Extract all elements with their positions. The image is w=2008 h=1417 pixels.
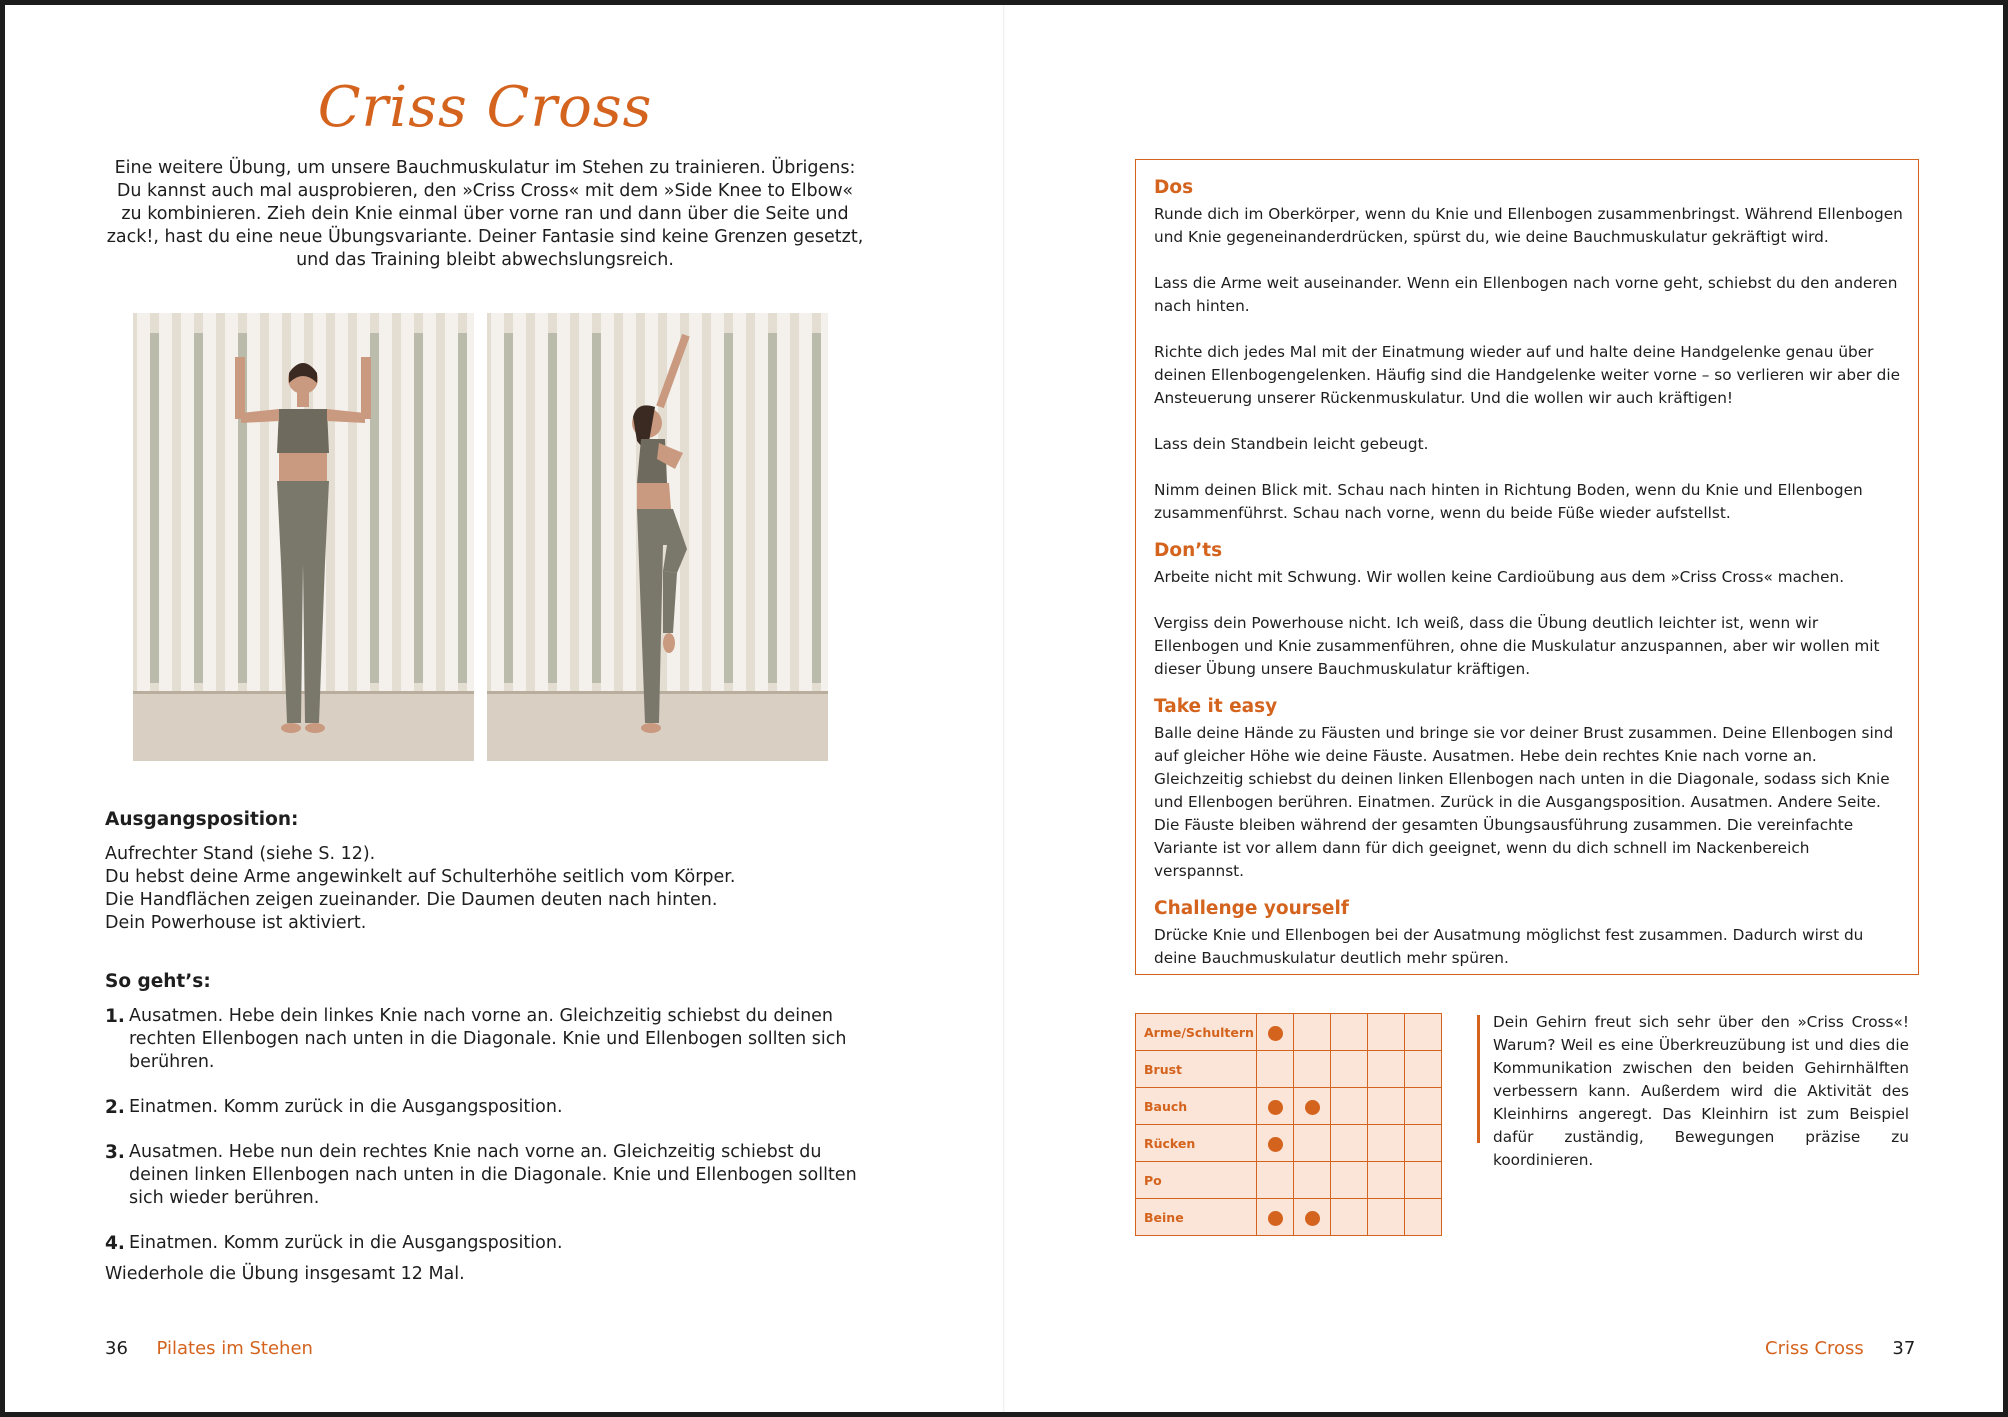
- start-line: Die Handflächen zeigen zueinander. Die Daumen deuten nach hinten.: [105, 890, 718, 910]
- intensity-cell: [1368, 1199, 1405, 1236]
- challenge-heading: Challenge yourself: [1154, 898, 1349, 919]
- intensity-dot: [1305, 1100, 1320, 1115]
- challenge-text: Drücke Knie und Ellenbogen bei der Ausatmung möglichst fest zusammen. Dadurch wirst du deine Bauchmuskulatur deutlich mehr spüren.: [1154, 926, 1864, 967]
- intensity-cell: [1331, 1199, 1368, 1236]
- step-text: Einatmen. Komm zurück in die Ausgangsposition.: [129, 1097, 563, 1117]
- donts-heading: Don’ts: [1154, 540, 1223, 561]
- muscle-label: Po: [1136, 1162, 1257, 1199]
- intensity-cell: [1257, 1014, 1294, 1051]
- page-gutter: [1003, 5, 1005, 1412]
- step-item: [105, 1141, 885, 1210]
- intensity-cell: [1257, 1162, 1294, 1199]
- book-spread: [5, 5, 2003, 1412]
- intensity-cell: [1294, 1199, 1331, 1236]
- step-number: 3.: [105, 1142, 125, 1163]
- tips-box: [1135, 159, 1919, 975]
- repeat-note: Wiederhole die Übung insgesamt 12 Mal.: [105, 1264, 465, 1284]
- steps-list: [105, 1005, 885, 1277]
- muscle-row: [1136, 1051, 1442, 1088]
- muscle-label: Bauch: [1136, 1088, 1257, 1125]
- intensity-cell: [1405, 1014, 1442, 1051]
- step-item: [105, 1232, 885, 1255]
- intensity-dot: [1268, 1211, 1283, 1226]
- brain-note: Dein Gehirn freut sich sehr über den »Criss Cross«! Warum? Weil es eine Überkreuzübung ist und dies die Kommunikation zwischen den beiden Gehirnhälften verbessern kann. Außerdem wird die Aktivität des Kleinhirns angeregt. Das Kleinhirn ist zum Beispiel dafür zuständig, Bewegungen präzise zu koordinieren.: [1493, 1013, 1909, 1169]
- step-text: Ausatmen. Hebe dein linkes Knie nach vorne an. Gleichzeitig schiebst du deinen rechten Ellenbogen nach unten in die Diagonale. Knie und Ellenbogen sollten sich berühren.: [129, 1006, 847, 1072]
- step-number: 1.: [105, 1006, 125, 1027]
- intensity-cell: [1331, 1088, 1368, 1125]
- start-position-text: [105, 843, 845, 935]
- steps-heading: So geht’s:: [105, 971, 211, 992]
- muscle-row: [1136, 1199, 1442, 1236]
- exercise-title: Criss Cross: [317, 75, 653, 140]
- intensity-cell: [1405, 1125, 1442, 1162]
- footer-left: [105, 1338, 313, 1359]
- step-number: 2.: [105, 1097, 125, 1118]
- intensity-cell: [1368, 1088, 1405, 1125]
- take-it-easy-heading: Take it easy: [1154, 696, 1278, 717]
- running-head-left: Pilates im Stehen: [156, 1338, 313, 1359]
- dos-item: Nimm deinen Blick mit. Schau nach hinten in Richtung Boden, wenn du Knie und Ellenbogen zusammenführst. Schau nach vorne, wenn du beide Füße wieder aufstellst.: [1154, 481, 1863, 522]
- muscle-label: Rücken: [1136, 1125, 1257, 1162]
- intensity-cell: [1294, 1051, 1331, 1088]
- running-head-right: Criss Cross: [1765, 1338, 1864, 1359]
- intensity-cell: [1257, 1199, 1294, 1236]
- muscle-label: Beine: [1136, 1199, 1257, 1236]
- footer-right: [1765, 1338, 1915, 1359]
- intensity-cell: [1405, 1162, 1442, 1199]
- muscle-intensity-table: [1135, 1013, 1442, 1236]
- intensity-cell: [1331, 1051, 1368, 1088]
- intensity-cell: [1257, 1051, 1294, 1088]
- intensity-cell: [1405, 1051, 1442, 1088]
- intensity-dot: [1268, 1100, 1283, 1115]
- page-number-left: 36: [105, 1338, 128, 1359]
- intensity-cell: [1368, 1014, 1405, 1051]
- intensity-cell: [1294, 1088, 1331, 1125]
- start-line: Dein Powerhouse ist aktiviert.: [105, 913, 367, 933]
- dos-item: Lass die Arme weit auseinander. Wenn ein Ellenbogen nach vorne geht, schiebst du den anderen nach hinten.: [1154, 274, 1898, 315]
- intensity-cell: [1331, 1162, 1368, 1199]
- intensity-dot: [1305, 1211, 1320, 1226]
- intensity-cell: [1368, 1125, 1405, 1162]
- step-item: [105, 1096, 885, 1119]
- intensity-cell: [1257, 1125, 1294, 1162]
- start-line: Du hebst deine Arme angewinkelt auf Schulterhöhe seitlich vom Körper.: [105, 867, 736, 887]
- donts-item: Arbeite nicht mit Schwung. Wir wollen keine Cardioübung aus dem »Criss Cross« machen.: [1154, 568, 1845, 586]
- intensity-cell: [1368, 1051, 1405, 1088]
- intensity-cell: [1331, 1014, 1368, 1051]
- intensity-dot: [1268, 1026, 1283, 1041]
- step-item: [105, 1005, 885, 1074]
- intensity-cell: [1368, 1162, 1405, 1199]
- start-line: Aufrechter Stand (siehe S. 12).: [105, 844, 376, 864]
- muscle-row: [1136, 1088, 1442, 1125]
- intensity-cell: [1294, 1162, 1331, 1199]
- intensity-cell: [1405, 1088, 1442, 1125]
- dos-item: Richte dich jedes Mal mit der Einatmung wieder auf und halte deine Handgelenke genau über deinen Ellenbogengelenken. Häufig sind die Handgelenke weiter vorne – so verlieren wir aber die Ansteuerung unserer Rückenmuskulatur. Und die wollen wir auch kräftigen!: [1154, 343, 1901, 407]
- step-text: Ausatmen. Hebe nun dein rechtes Knie nach vorne an. Gleichzeitig schiebst du deinen linken Ellenbogen nach unten in die Diagonale. Knie und Ellenbogen sollten sich wieder berühren.: [129, 1142, 857, 1208]
- page-number-right: 37: [1892, 1338, 1916, 1359]
- step-number: 4.: [105, 1233, 125, 1254]
- step-text: Einatmen. Komm zurück in die Ausgangsposition.: [129, 1233, 563, 1253]
- muscle-label: Brust: [1136, 1051, 1257, 1088]
- brain-note-accent-bar: [1477, 1015, 1480, 1143]
- intensity-dot: [1268, 1137, 1283, 1152]
- start-position-heading: Ausgangsposition:: [105, 809, 299, 830]
- donts-item: Vergiss dein Powerhouse nicht. Ich weiß, dass die Übung deutlich leichter ist, wenn wir Ellenbogen und Knie zusammenführen, ohne die Muskulatur anzuspannen, aber wir wollen mit dieser Übung unsere Bauchmuskulatur kräftigen.: [1154, 614, 1880, 678]
- take-it-easy-text: Balle deine Hände zu Fäusten und bringe sie vor deiner Brust zusammen. Deine Ellenbogen sind auf gleicher Höhe wie deine Fäuste. Ausatmen. Hebe dein rechtes Knie nach vorne an. Gleichzeitig schiebst du deinen linken Ellenbogen nach unten in die Diagonale, sodass sich Knie und Ellenbogen berühren. Einatmen. Zurück in die Ausgangsposition. Ausatmen. Andere Seite. Die Fäuste bleiben während der gesamten Übungsausführung zusammen. Die vereinfachte Variante ist vor allem dann für dich geeignet, wenn du dich schnell im Nackenbereich verspannst.: [1154, 724, 1894, 880]
- intensity-cell: [1257, 1088, 1294, 1125]
- photo-knee-to-elbow: [487, 313, 828, 761]
- dos-item: Runde dich im Oberkörper, wenn du Knie und Ellenbogen zusammenbringst. Während Ellenbogen und Knie gegeneinanderdrücken, spürst du, wie deine Bauchmuskulatur gekräftigt wird.: [1154, 205, 1903, 246]
- muscle-label: Arme/Schultern: [1136, 1014, 1257, 1051]
- muscle-row: [1136, 1162, 1442, 1199]
- intro-paragraph: Eine weitere Übung, um unsere Bauchmuskulatur im Stehen zu trainieren. Übrigens: Du kannst auch mal ausprobieren, den »Criss Cross« mit dem »Side Knee to Elbow« zu kombinieren. Zieh dein Knie einmal über vorne ran und dann über die Seite und zack!, hast du eine neue Übungsvariante. Deiner Fantasie sind keine Grenzen gesetzt, und das Training bleibt abwechslungsreich.: [106, 158, 864, 270]
- photo-start-position: [133, 313, 474, 761]
- intensity-cell: [1405, 1199, 1442, 1236]
- intensity-cell: [1331, 1125, 1368, 1162]
- intensity-cell: [1294, 1014, 1331, 1051]
- dos-item: Lass dein Standbein leicht gebeugt.: [1154, 435, 1429, 453]
- dos-heading: Dos: [1154, 177, 1194, 198]
- muscle-row: [1136, 1125, 1442, 1162]
- muscle-row: [1136, 1014, 1442, 1051]
- intensity-cell: [1294, 1125, 1331, 1162]
